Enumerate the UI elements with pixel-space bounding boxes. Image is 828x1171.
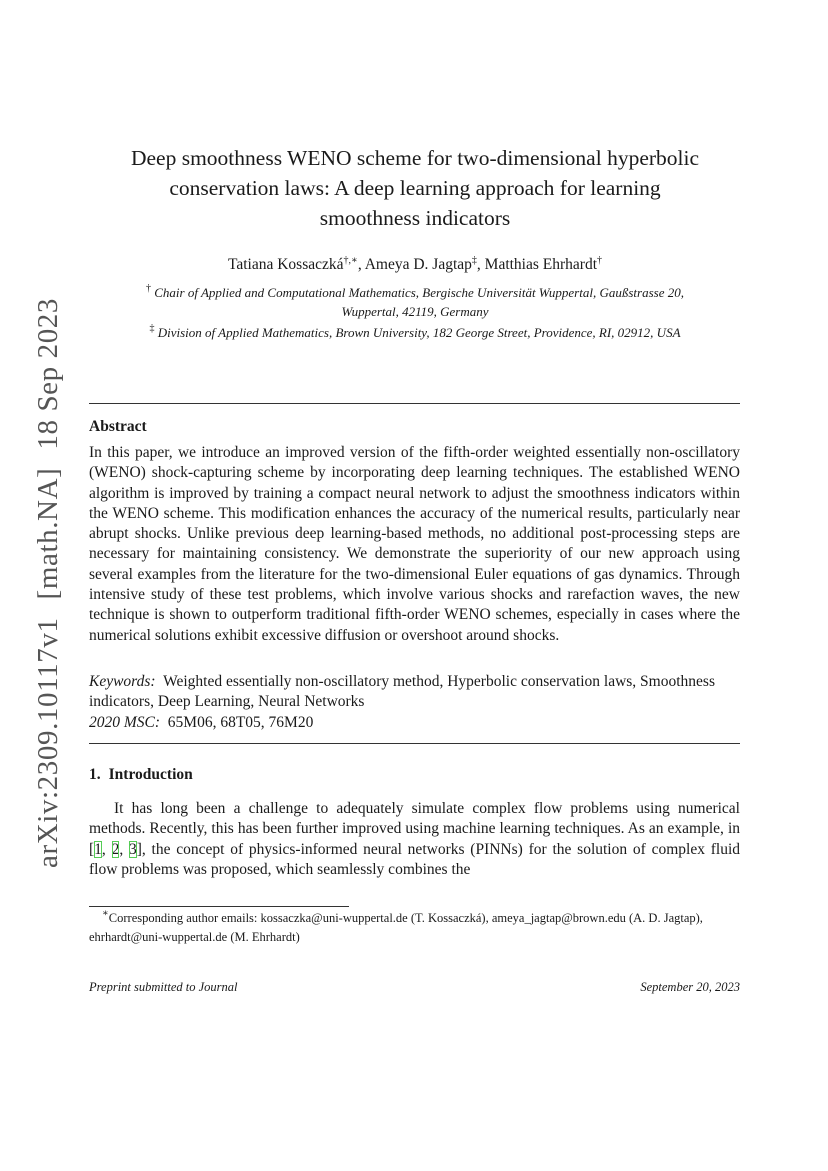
section-number: 1.: [89, 766, 101, 783]
intro-text-before: It has long been a challenge to adequately simulate complex flow problems using numerical methods. Recently, this has been further improved using machine learning techniques. As an example, in [: [89, 800, 740, 858]
author-list: [90, 254, 740, 276]
paper-title: [90, 143, 740, 233]
keywords: [89, 672, 740, 713]
author-separator: ,: [357, 256, 365, 273]
affiliation-mark: †: [146, 283, 151, 294]
footnote-rule: [89, 906, 349, 907]
arxiv-stamp: [18, 0, 78, 868]
author-name: Tatiana Kossaczká: [227, 256, 344, 273]
footnote-mark: ∗: [102, 908, 109, 919]
affiliation-mark: ‡: [149, 323, 155, 334]
author-marks: †: [597, 255, 603, 266]
footnote: [89, 909, 740, 946]
affiliation-line: Wuppertal, 42119, Germany: [341, 304, 489, 319]
abstract-heading: Abstract: [89, 418, 147, 435]
citation-link[interactable]: 3: [128, 840, 137, 858]
keywords-label: Keywords:: [89, 673, 156, 690]
author-name: Matthias Ehrhardt: [484, 256, 598, 273]
footer-date: September 20, 2023: [640, 980, 740, 994]
title-line: conservation laws: A deep learning approach for learning: [169, 176, 661, 200]
msc-label: 2020 MSC:: [89, 714, 161, 731]
affiliation-line: Chair of Applied and Computational Mathematics, Bergische Universität Wuppertal, Gaußstrasse 20,: [154, 285, 684, 300]
author-marks: ‡: [471, 255, 477, 266]
arxiv-date: 18 Sep 2023: [32, 297, 64, 450]
author-name: Ameya D. Jagtap: [364, 256, 472, 273]
intro-paragraph: It has long been a challenge to adequately simulate complex flow problems using numerical methods. Recently, this has been further improved using machine learning techniques. As an example, in [1, 2, 3], the concept of physics-informed neural networks (PINNs) for the solution of complex fluid flow problems was proposed, which seamlessly combines the: [89, 800, 741, 878]
author-marks: †,∗: [343, 255, 358, 266]
intro-text-after: ], the concept of physics-informed neural networks (PINNs) for the solution of complex fluid flow problems was proposed, which seamlessly combines the: [89, 840, 741, 878]
author-separator: ,: [476, 256, 485, 273]
arxiv-id[interactable]: arXiv:2309.10117v1: [32, 617, 64, 868]
section-title: Introduction: [108, 766, 193, 783]
page-footer: [89, 978, 740, 996]
affiliation-line: Division of Applied Mathematics, Brown University, 182 George Street, Providence, RI, 02912, USA: [157, 325, 681, 340]
abstract-top-rule: [89, 403, 740, 404]
arxiv-category: [math.NA]: [32, 467, 64, 600]
title-line: Deep smoothness WENO scheme for two-dimensional hyperbolic: [130, 146, 700, 170]
footnote-text: Corresponding author emails: kossaczka@uni-wuppertal.de (T. Kossaczká), ameya_jagtap@brown.edu (A. D. Jagtap), ehrhardt@uni-wuppertal.de (M. Ehrhardt): [89, 911, 703, 944]
abstract-bottom-rule: [89, 743, 740, 744]
section-heading: [89, 766, 193, 784]
abstract-text: In this paper, we introduce an improved version of the fifth-order weighted essentially non-oscillatory (WENO) shock-capturing scheme by incorporating deep learning techniques. The established WENO algorithm is improved by training a compact neural network to adjust the smoothness indicators within the WENO scheme. This modification enhances the accuracy of the numerical results, particularly near abrupt shocks. Unlike previous deep learning-based methods, no additional post-processing steps are necessary for maintaining consistency. We demonstrate the superiority of our new approach using several examples from the literature for the two-dimensional Euler equations of gas dynamics. Through intensive study of these test problems, which involve various shocks and rarefaction waves, the new technique is shown to outperform traditional fifth-order WENO schemes, especially in cases where the numerical solutions exhibit excessive diffusion or overshoot around shocks.: [89, 444, 740, 644]
footer-left: Preprint submitted to Journal: [89, 980, 238, 994]
citation-link[interactable]: 1: [94, 840, 102, 858]
msc-text: 65M06, 68T05, 76M20: [167, 714, 314, 731]
msc-classification: [89, 713, 740, 733]
keywords-text: Weighted essentially non-oscillatory method, Hyperbolic conservation laws, Smoothness indicators, Deep Learning, Neural Networks: [89, 673, 715, 711]
citation-link[interactable]: 2: [111, 840, 120, 858]
title-line: smoothness indicators: [319, 206, 511, 230]
affiliation-wuppertal: [90, 283, 740, 321]
affiliation-brown: [90, 323, 740, 342]
